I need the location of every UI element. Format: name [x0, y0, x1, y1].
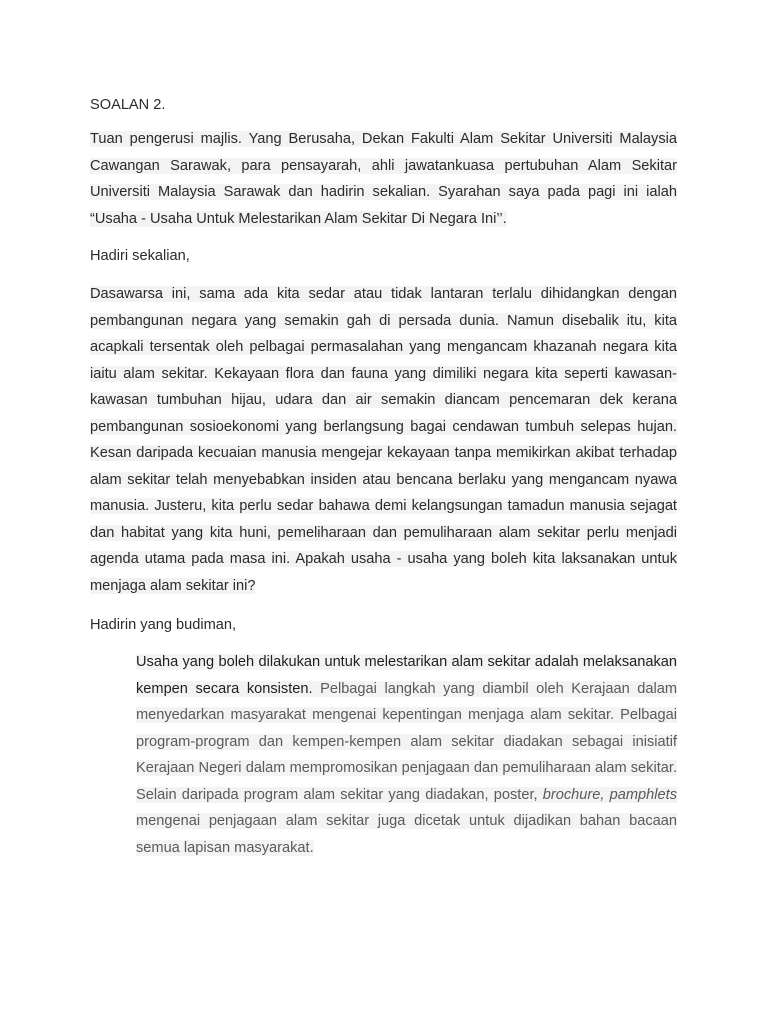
- opening-paragraph-text: Tuan pengerusi majlis. Yang Berusaha, Dekan Fakulti Alam Sekitar Universiti Malaysia Cawangan Sarawak, para pensayarah, ahli jawatankuasa pertubuhan Alam Sekitar Universiti Malaysia Sarawak dan hadirin sekalian. Syarahan saya pada pagi ini ialah “Usaha - Usaha Untuk Melestarikan Alam Sekitar Di Negara Ini’’.: [90, 131, 677, 227]
- greeting-1-text: Hadiri sekalian,: [90, 248, 190, 264]
- point-1-body-b: mengenai penjagaan alam sekitar juga dicetak untuk dijadikan bahan bacaan semua lapisan masyarakat.: [136, 813, 677, 856]
- intro-paragraph: [90, 281, 677, 599]
- greeting-2: [90, 612, 677, 639]
- question-heading-text: SOALAN 2.: [90, 97, 166, 113]
- point-1-body-a: Pelbagai langkah yang diambil oleh Kerajaan dalam menyedarkan masyarakat mengenai kepentingan menjaga alam sekitar. Pelbagai program-program dan kempen-kempen alam sekitar diadakan sebagai inisiatif Kerajaan Negeri dalam mempromosikan penjagaan dan pemuliharaan alam sekitar. Selain daripada program alam sekitar yang diadakan, poster,: [136, 680, 677, 803]
- opening-paragraph: [90, 126, 677, 232]
- question-heading: [90, 92, 677, 119]
- greeting-2-text: Hadirin yang budiman,: [90, 617, 237, 633]
- point-1-italic-terms: brochure, pamphlets: [542, 786, 677, 803]
- greeting-1: [90, 243, 677, 270]
- intro-paragraph-text: Dasawarsa ini, sama ada kita sedar atau tidak lantaran terlalu dihidangkan dengan pembangunan negara yang semakin gah di persada dunia. Namun disebalik itu, kita acapkali tersentak oleh pelbagai permasalahan yang mengancam khazanah negara kita iaitu alam sekitar. Kekayaan flora dan fauna yang dimiliki negara kita seperti kawasan-kawasan tumbuhan hijau, udara dan air semakin diancam pencemaran dek kerana pembangunan sosioekonomi yang berlangsung bagai cendawan tumbuh selepas hujan. Kesan daripada kecuaian manusia mengejar kekayaan tanpa memikirkan akibat terhadap alam sekitar telah menyebabkan insiden atau bencana berlaku yang mengancam nyawa manusia. Justeru, kita perlu sedar bahawa demi kelangsungan tamadun manusia sejagat dan habitat yang kita huni, pemeliharaan dan pemuliharaan alam sekitar perlu menjadi agenda utama pada masa ini. Apakah usaha - usaha yang boleh kita laksanakan untuk menjaga alam sekitar ini?: [90, 286, 677, 594]
- point-1-lead-sentence: Usaha yang boleh dilakukan untuk melestarikan alam sekitar adalah melaksanakan kempen secara konsisten.: [136, 654, 677, 697]
- point-1-paragraph: [136, 649, 677, 861]
